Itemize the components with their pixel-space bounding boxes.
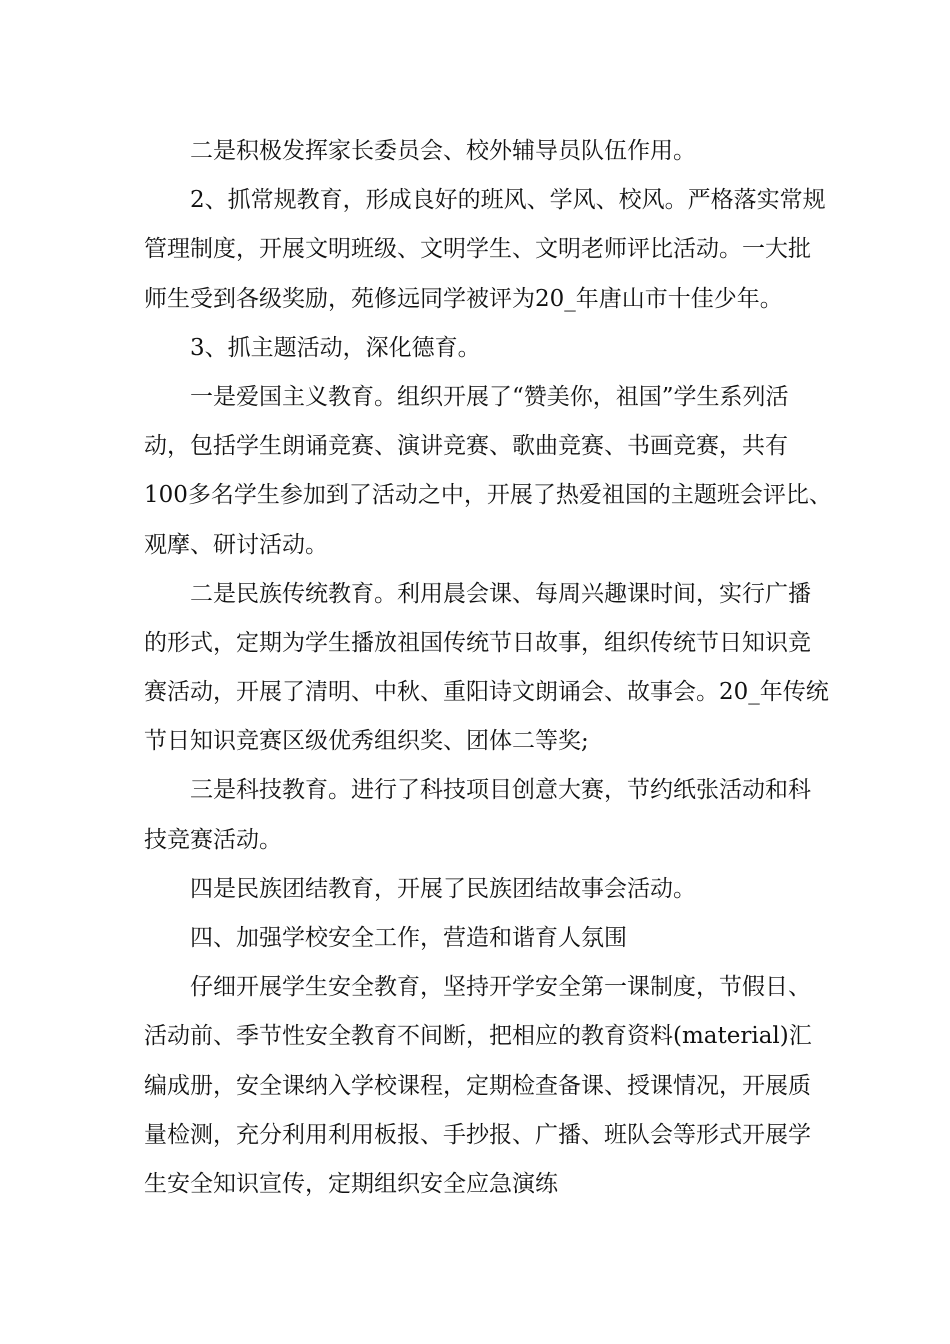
paragraph-line: 管理制度，开展文明班级、文明学生、文明老师评比活动。一大批 <box>144 236 811 263</box>
paragraph-line: 四是民族团结教育，开展了民族团结故事会活动。 <box>190 875 696 902</box>
paragraph-line: 100多名学生参加到了活动之中，开展了热爱祖国的主题班会评比、 <box>144 482 832 509</box>
paragraph-line: 量检测，充分利用利用板报、手抄报、广播、班队会等形式开展学 <box>144 1121 811 1148</box>
paragraph-line: 活动前、季节性安全教育不间断，把相应的教育资料(material)汇 <box>144 1023 812 1050</box>
paragraph-line: 三是科技教育。进行了科技项目创意大赛，节约纸张活动和科 <box>190 777 811 804</box>
paragraph-line: 二是民族传统教育。利用晨会课、每周兴趣课时间，实行广播 <box>190 580 811 607</box>
paragraph-line: 二是积极发挥家长委员会、校外辅导员队伍作用。 <box>190 138 696 164</box>
paragraph-line: 一是爱国主义教育。组织开展了“赞美你，祖国”学生系列活 <box>190 383 789 410</box>
paragraph-line: 节日知识竞赛区级优秀组织奖、团体二等奖; <box>144 728 589 755</box>
paragraph-line: 的形式，定期为学生播放祖国传统节日故事，组织传统节日知识竞 <box>144 629 811 656</box>
paragraph-line: 观摩、研讨活动。 <box>144 531 328 558</box>
paragraph-line: 编成册，安全课纳入学校课程，定期检查备课、授课情况，开展质 <box>144 1072 811 1099</box>
body-text <box>144 127 832 1209</box>
paragraph-line: 仔细开展学生安全教育，坚持开学安全第一课制度，节假日、 <box>190 974 811 1001</box>
paragraph-line: 生安全知识宣传，定期组织安全应急演练 <box>144 1170 558 1197</box>
paragraph-line: 2、抓常规教育，形成良好的班风、学风、校风。严格落实常规 <box>190 187 826 214</box>
section-heading: 四、加强学校安全工作，营造和谐育人氛围 <box>190 925 627 951</box>
paragraph-line: 赛活动，开展了清明、中秋、重阳诗文朗诵会、故事会。20_年传统 <box>144 679 829 706</box>
paragraph-line: 师生受到各级奖励，苑修远同学被评为20_年唐山市十佳少年。 <box>144 285 783 312</box>
section-heading: 3、抓主题活动，深化德育。 <box>190 334 481 361</box>
paragraph-line: 技竞赛活动。 <box>144 826 282 853</box>
paragraph-line: 动，包括学生朗诵竞赛、演讲竞赛、歌曲竞赛、书画竞赛，共有 <box>144 433 788 460</box>
